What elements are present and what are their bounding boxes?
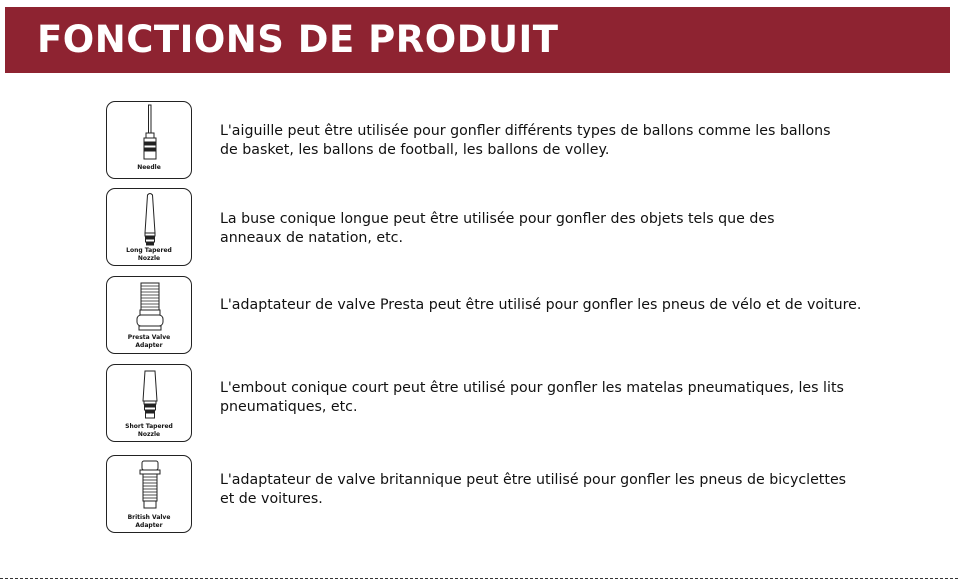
product-item-short-tapered-nozzle bbox=[0, 364, 958, 444]
item-card bbox=[106, 455, 192, 533]
item-description-line1: La buse conique longue peut être utilisée pour gonfler des objets tels que des bbox=[220, 211, 775, 227]
item-description-line1: L'aiguille peut être utilisée pour gonfler différents types de ballons comme les ballons bbox=[220, 123, 831, 139]
item-label: Presta Valve bbox=[127, 334, 171, 341]
product-item-needle bbox=[0, 101, 958, 181]
item-description-line1: L'adaptateur de valve Presta peut être utilisé pour gonfler les pneus de vélo et de voiture. bbox=[220, 297, 862, 313]
product-item-long-tapered-nozzle bbox=[0, 188, 958, 268]
item-label: Nozzle bbox=[137, 255, 161, 262]
item-description-line2: de basket, les ballons de football, les ballons de volley. bbox=[220, 142, 610, 158]
item-card bbox=[106, 276, 192, 354]
item-description-line1: L'adaptateur de valve britannique peut être utilisé pour gonfler les pneus de bicyclettes bbox=[220, 472, 847, 488]
item-label: Nozzle bbox=[137, 431, 161, 438]
header-banner bbox=[5, 7, 950, 73]
item-description-line1: L'embout conique court peut être utilisé pour gonfler les matelas pneumatiques, les lits bbox=[220, 380, 844, 396]
item-label: Adapter bbox=[135, 522, 163, 529]
item-label: Adapter bbox=[135, 342, 163, 349]
item-description-line2: anneaux de natation, etc. bbox=[220, 230, 403, 246]
item-label: Long Tapered bbox=[126, 247, 172, 254]
item-label: Short Tapered bbox=[125, 423, 173, 430]
item-card bbox=[106, 188, 192, 266]
item-label: British Valve bbox=[127, 514, 171, 521]
item-description-line2: et de voitures. bbox=[220, 491, 323, 507]
page-title: FONCTIONS DE PRODUIT bbox=[37, 18, 559, 61]
item-card bbox=[106, 364, 192, 442]
product-item-british-valve-adapter bbox=[0, 455, 958, 535]
item-label: Needle bbox=[137, 164, 161, 171]
bottom-divider bbox=[0, 578, 958, 579]
product-item-presta-valve-adapter bbox=[0, 276, 958, 356]
item-description-line2: pneumatiques, etc. bbox=[220, 399, 358, 415]
item-card bbox=[106, 101, 192, 179]
